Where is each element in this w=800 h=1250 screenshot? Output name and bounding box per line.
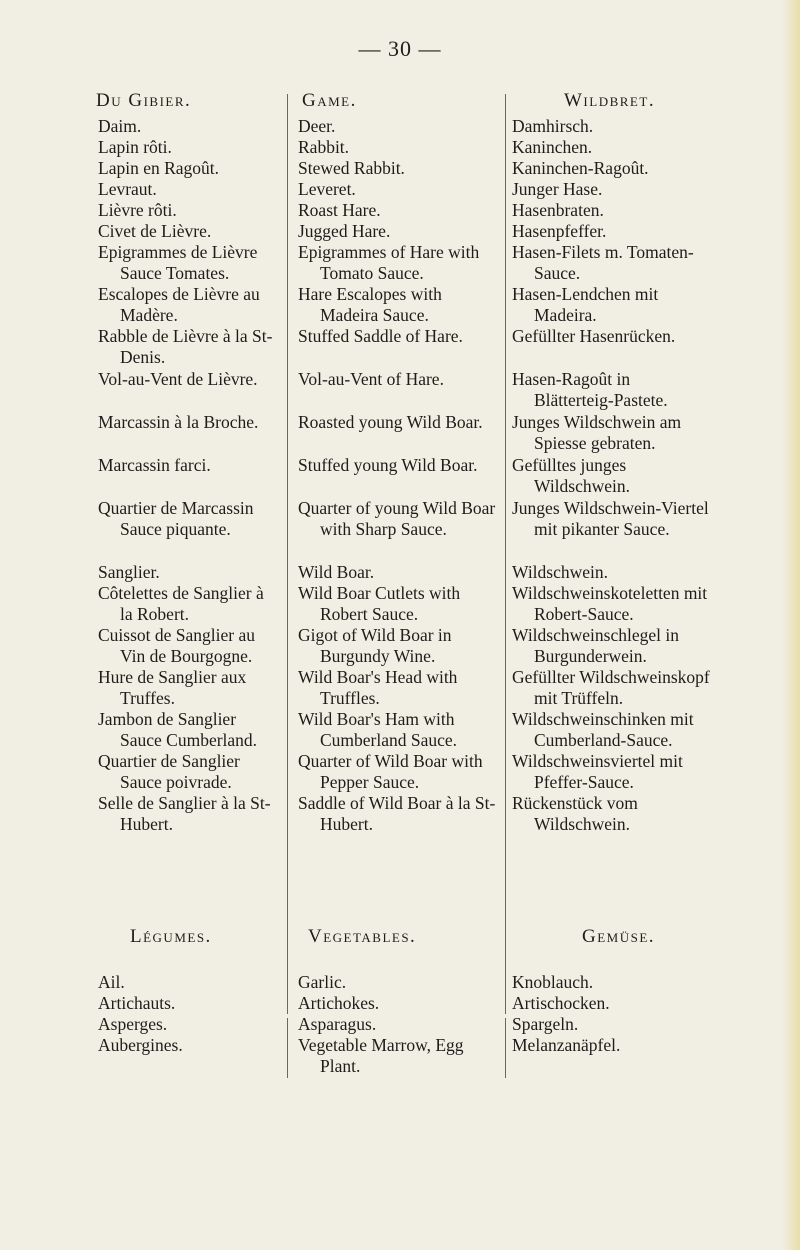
menu-item: Selle de Sanglier à la St-Hubert. xyxy=(98,793,271,835)
menu-item: Wildschweinschinken mit Cumberland-Sauce. xyxy=(512,709,694,751)
menu-item: Rabble de Lièvre à la St-Denis. xyxy=(98,326,273,368)
menu-item: Artichokes. xyxy=(298,993,380,1013)
menu-item: Junges Wildschwein am Spiesse gebraten. xyxy=(512,412,682,454)
menu-item: Escalopes de Lièvre au Madère. xyxy=(98,284,260,326)
menu-item: Hasen-Lendchen mit Madeira. xyxy=(512,284,659,326)
menu-item: Stewed Rabbit. xyxy=(298,158,405,178)
column-divider xyxy=(287,94,288,1014)
menu-item: Gigot of Wild Boar in Burgundy Wine. xyxy=(298,625,452,667)
menu-item: Melanzanäpfel. xyxy=(512,1035,621,1055)
menu-item: Wild Boar's Head with Truffles. xyxy=(298,667,458,709)
menu-item: Stuffed Saddle of Hare. xyxy=(298,326,463,346)
menu-item: Jambon de Sanglier Sauce Cumberland. xyxy=(98,709,258,751)
menu-item: Kaninchen. xyxy=(512,137,593,157)
menu-item: Roasted young Wild Boar. xyxy=(298,412,483,432)
column-header-french: Du Gibier. xyxy=(96,90,192,111)
menu-item: Hasen-Filets m. Tomaten-Sauce. xyxy=(512,242,694,284)
menu-item: Saddle of Wild Boar à la St-Hubert. xyxy=(298,793,496,835)
menu-item: Marcassin farci. xyxy=(98,455,211,475)
menu-item: Lièvre rôti. xyxy=(98,200,177,220)
menu-item: Wildschweinsviertel mit Pfeffer-Sauce. xyxy=(512,751,683,793)
menu-item: Wildschweinschlegel in Burgunderwein. xyxy=(512,625,679,667)
menu-item: Knoblauch. xyxy=(512,972,594,992)
menu-item: Vegetable Marrow, Egg Plant. xyxy=(298,1035,464,1077)
menu-item: Wild Boar's Ham with Cumberland Sauce. xyxy=(298,709,458,751)
menu-item: Lapin rôti. xyxy=(98,137,172,157)
menu-item: Hasenpfeffer. xyxy=(512,221,607,241)
menu-item: Wild Boar Cutlets with Robert Sauce. xyxy=(298,583,461,625)
menu-item: Leveret. xyxy=(298,179,356,199)
menu-item: Wildschweinskoteletten mit Robert-Sauce. xyxy=(512,583,708,625)
menu-item: Daim. xyxy=(98,116,142,136)
menu-item: Lapin en Ragoût. xyxy=(98,158,220,178)
column-header-english: Game. xyxy=(302,90,357,111)
menu-item: Quartier de Sanglier Sauce poivrade. xyxy=(98,751,240,793)
menu-item: Wild Boar. xyxy=(298,562,375,582)
menu-item: Ail. xyxy=(98,972,125,992)
menu-item: Epigrammes de Lièvre Sauce Tomates. xyxy=(98,242,258,284)
menu-item: Hasenbraten. xyxy=(512,200,604,220)
menu-item: Artichauts. xyxy=(98,993,176,1013)
menu-item: Rabbit. xyxy=(298,137,350,157)
menu-item: Sanglier. xyxy=(98,562,160,582)
menu-item: Artischocken. xyxy=(512,993,610,1013)
menu-item: Wildschwein. xyxy=(512,562,609,582)
menu-item: Hasen-Ragoût in Blätterteig-Pastete. xyxy=(512,369,668,411)
menu-item: Gefüllter Hasenrücken. xyxy=(512,326,676,346)
menu-item: Epigrammes of Hare with Tomato Sauce. xyxy=(298,242,480,284)
column-divider xyxy=(287,1018,288,1078)
page-number: — 30 — xyxy=(358,36,442,61)
menu-item: Damhirsch. xyxy=(512,116,594,136)
column-header-german: Gemüse. xyxy=(582,926,656,947)
menu-item: Jugged Hare. xyxy=(298,221,391,241)
column-header-english: Vegetables. xyxy=(308,926,417,947)
menu-item: Hare Escalopes with Madeira Sauce. xyxy=(298,284,442,326)
menu-item: Junger Hase. xyxy=(512,179,603,199)
menu-item: Roast Hare. xyxy=(298,200,381,220)
menu-item: Rückenstück vom Wildschwein. xyxy=(512,793,638,835)
menu-item: Civet de Lièvre. xyxy=(98,221,212,241)
menu-item: Gefülltes junges Wildschwein. xyxy=(512,455,631,497)
menu-item: Garlic. xyxy=(298,972,347,992)
column-divider xyxy=(505,94,506,1014)
menu-item: Cuissot de Sanglier au Vin de Bourgogne. xyxy=(98,625,255,667)
menu-item: Quarter of Wild Boar with Pepper Sauce. xyxy=(298,751,483,793)
menu-item: Quarter of young Wild Boar with Sharp Sauce. xyxy=(298,498,496,540)
menu-item: Gefüllter Wildschweinskopf mit Trüffeln. xyxy=(512,667,710,709)
menu-item: Vol-au-Vent of Hare. xyxy=(298,369,444,389)
menu-item: Côtelettes de Sanglier à la Robert. xyxy=(98,583,264,625)
menu-item: Kaninchen-Ragoût. xyxy=(512,158,649,178)
menu-item: Spargeln. xyxy=(512,1014,579,1034)
column-header-french: Légumes. xyxy=(130,926,212,947)
menu-item: Stuffed young Wild Boar. xyxy=(298,455,478,475)
column-divider xyxy=(505,1018,506,1078)
menu-item: Asparagus. xyxy=(298,1014,377,1034)
column-header-german: Wildbret. xyxy=(564,90,656,111)
menu-item: Asperges. xyxy=(98,1014,168,1034)
menu-item: Vol-au-Vent de Lièvre. xyxy=(98,369,258,389)
menu-item: Levraut. xyxy=(98,179,157,199)
menu-item: Junges Wildschwein-Viertel mit pikanter Sauce. xyxy=(512,498,709,540)
page-edge-shading xyxy=(782,0,800,1250)
menu-item: Hure de Sanglier aux Truffes. xyxy=(98,667,247,709)
menu-item: Aubergines. xyxy=(98,1035,183,1055)
menu-item: Deer. xyxy=(298,116,336,136)
menu-item: Quartier de Marcassin Sauce piquante. xyxy=(98,498,254,540)
menu-item: Marcassin à la Broche. xyxy=(98,412,259,432)
